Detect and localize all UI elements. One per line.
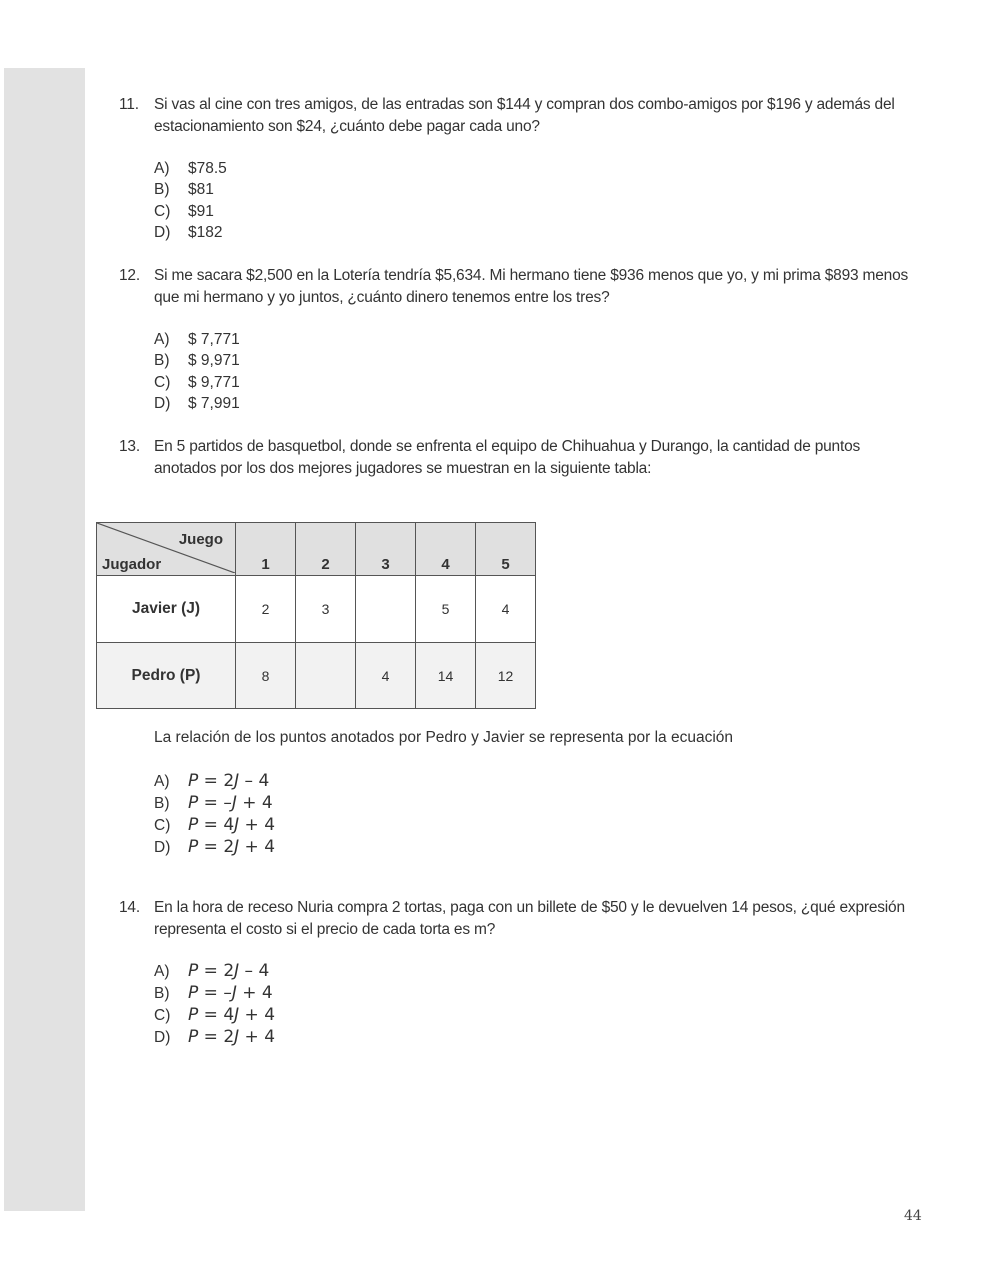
- option-letter: A): [154, 963, 170, 980]
- question-text: Si me sacara $2,500 en la Lotería tendría $5,634. Mi hermano tiene $936 menos que yo, y mi prima $893 menos que mi hermano y yo juntos, ¿cuánto dinero tenemos entre los tres?: [154, 267, 909, 306]
- option-a: [154, 329, 240, 350]
- option-letter: D): [154, 1029, 171, 1046]
- option-a: [154, 158, 227, 179]
- question-11-options: [154, 158, 227, 243]
- corner-label-player: Jugador: [102, 556, 162, 573]
- table-cell: 8: [236, 643, 296, 709]
- table-cell: 3: [296, 576, 356, 643]
- table-header-game-5: 5: [476, 523, 536, 576]
- question-11: [119, 94, 919, 138]
- option-letter: B): [154, 795, 170, 812]
- option-d: [154, 836, 275, 858]
- option-value: $81: [188, 181, 214, 199]
- equation: P = –J + 4: [188, 793, 273, 813]
- points-table-wrapper: [96, 522, 536, 709]
- table-corner-cell: [97, 523, 236, 576]
- table-header-row: [97, 523, 536, 576]
- option-letter: C): [154, 373, 171, 391]
- table-cell: 14: [416, 643, 476, 709]
- question-text: En la hora de receso Nuria compra 2 tortas, paga con un billete de $50 y le devuelven 14 pesos, ¿qué expresión representa el costo si el precio de cada torta es m?: [154, 899, 905, 938]
- table-row: [97, 643, 536, 709]
- page-margin-sidebar: [4, 68, 85, 1211]
- option-letter: D): [154, 223, 171, 241]
- option-letter: C): [154, 1007, 171, 1024]
- table-header-game-1: 1: [236, 523, 296, 576]
- option-b: [154, 179, 227, 200]
- option-b: [154, 982, 275, 1004]
- equation: P = 2J + 4: [188, 837, 276, 857]
- option-letter: D): [154, 839, 171, 856]
- table-cell: 4: [476, 576, 536, 643]
- option-value: $ 9,771: [188, 373, 240, 391]
- table-cell: 12: [476, 643, 536, 709]
- option-letter: C): [154, 817, 171, 834]
- option-c: [154, 814, 275, 836]
- option-letter: A): [154, 331, 170, 348]
- option-c: [154, 1004, 275, 1026]
- option-letter: C): [154, 202, 171, 220]
- table-cell: 4: [356, 643, 416, 709]
- page-number: 44: [904, 1208, 922, 1224]
- option-d: [154, 222, 227, 243]
- option-value: $91: [188, 202, 214, 220]
- question-number: 11.: [119, 96, 139, 113]
- option-value: $ 9,971: [188, 352, 240, 370]
- question-text: En 5 partidos de basquetbol, donde se enfrenta el equipo de Chihuahua y Durango, la cantidad de puntos anotados por los dos mejores jugadores se muestran en la siguiente tabla:: [154, 438, 861, 477]
- option-a: [154, 960, 275, 982]
- table-header-game-4: 4: [416, 523, 476, 576]
- option-letter: D): [154, 394, 171, 412]
- corner-label-game: Juego: [178, 531, 223, 548]
- table-row: [97, 576, 536, 643]
- option-b: [154, 350, 240, 371]
- question-12-options: [154, 329, 240, 414]
- option-c: [154, 201, 227, 222]
- option-value: $78.5: [188, 160, 227, 177]
- question-13: [119, 436, 919, 480]
- equation: P = 4J + 4: [188, 815, 276, 835]
- row-header-player: Pedro (P): [97, 643, 236, 709]
- question-14: [119, 897, 919, 941]
- option-value: $182: [188, 223, 223, 241]
- question-number: 14.: [119, 899, 140, 916]
- table-cell: [356, 576, 416, 643]
- equation: P = 2J – 4: [188, 771, 270, 791]
- question-14-options: [154, 960, 275, 1048]
- equation: P = 4J + 4: [188, 1005, 276, 1025]
- points-table: [96, 522, 536, 709]
- option-letter: A): [154, 160, 170, 177]
- question-number: 13.: [119, 438, 140, 455]
- option-a: [154, 770, 275, 792]
- option-d: [154, 393, 240, 414]
- table-header-game-3: 3: [356, 523, 416, 576]
- option-letter: B): [154, 352, 170, 370]
- option-letter: A): [154, 773, 170, 790]
- table-header-game-2: 2: [296, 523, 356, 576]
- table-cell: [296, 643, 356, 709]
- question-12: [119, 265, 919, 309]
- question-13-options: [154, 770, 275, 858]
- option-letter: B): [154, 985, 170, 1002]
- question-text: Si vas al cine con tres amigos, de las entradas son $144 y compran dos combo-amigos por $196 y además del estacionamiento son $24, ¿cuánto debe pagar cada uno?: [154, 96, 895, 135]
- table-cell: 5: [416, 576, 476, 643]
- option-value: $ 7,991: [188, 394, 240, 412]
- option-value: $ 7,771: [188, 331, 240, 348]
- relation-statement: La relación de los puntos anotados por Pedro y Javier se representa por la ecuación: [154, 729, 734, 746]
- question-number: 12.: [119, 267, 140, 284]
- equation: P = –J + 4: [188, 983, 273, 1003]
- option-b: [154, 792, 275, 814]
- option-letter: B): [154, 181, 170, 199]
- equation: P = 2J + 4: [188, 1027, 276, 1047]
- table-cell: 2: [236, 576, 296, 643]
- row-header-player: Javier (J): [97, 576, 236, 643]
- option-c: [154, 372, 240, 393]
- option-d: [154, 1026, 275, 1048]
- equation: P = 2J – 4: [188, 961, 270, 981]
